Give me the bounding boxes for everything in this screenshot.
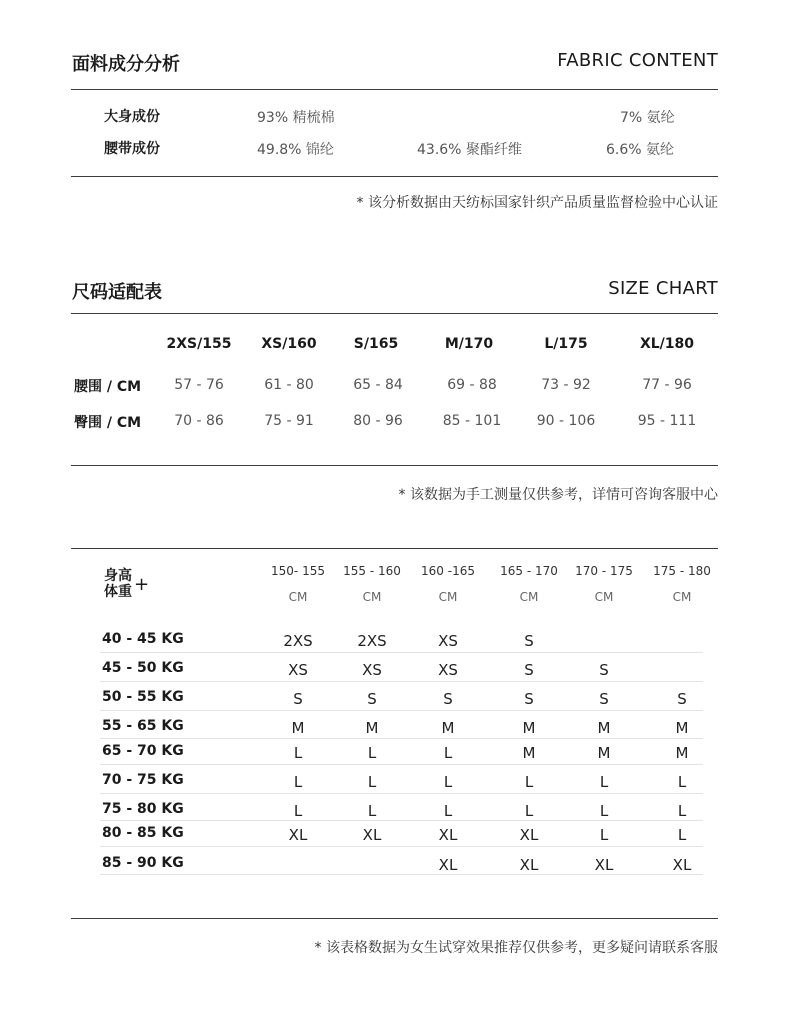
size-cell: XS bbox=[438, 632, 458, 650]
height-range: 155 - 160 bbox=[343, 564, 401, 578]
corner-weight-label: 体重 bbox=[104, 584, 132, 600]
measure-value: 75 - 91 bbox=[264, 413, 314, 429]
fabric-row-label: 腰带成份 bbox=[104, 141, 160, 157]
size-cell: 2XS bbox=[283, 632, 313, 650]
size-cell: XS bbox=[288, 661, 308, 679]
fabric-value: 43.6% 聚酯纤维 bbox=[417, 142, 522, 158]
size-header: XL/180 bbox=[639, 336, 695, 352]
weight-range: 55 - 65 KG bbox=[102, 718, 184, 734]
weight-range: 85 - 90 KG bbox=[102, 855, 184, 871]
size-header: XS/160 bbox=[261, 336, 317, 352]
size-cell: L bbox=[677, 826, 687, 844]
row-divider bbox=[100, 652, 703, 653]
row-divider bbox=[100, 874, 703, 875]
height-range: 170 - 175 bbox=[575, 564, 633, 578]
fabric-row-label: 大身成份 bbox=[104, 109, 160, 125]
size-cell: XL bbox=[362, 826, 382, 844]
size-cell: S bbox=[293, 690, 303, 708]
weight-range: 80 - 85 KG bbox=[102, 825, 184, 841]
size-header: 2XS/155 bbox=[166, 336, 232, 352]
size-cell: S bbox=[524, 661, 534, 679]
height-unit: CM bbox=[288, 590, 308, 604]
size-cell: L bbox=[524, 802, 534, 820]
fabric-title-en: FABRIC CONTENT bbox=[557, 50, 718, 71]
size-chart-note: * 该数据为手工测量仅供参考，详情可咨询客服中心 bbox=[398, 487, 718, 503]
recommend-bottom-rule bbox=[71, 918, 718, 919]
height-unit: CM bbox=[438, 590, 458, 604]
size-header: S/165 bbox=[353, 336, 399, 352]
size-cell: M bbox=[675, 744, 689, 762]
size-cell: XL bbox=[519, 826, 539, 844]
corner-height-label: 身高 bbox=[104, 568, 132, 584]
row-divider bbox=[100, 846, 703, 847]
size-cell: 2XS bbox=[357, 632, 387, 650]
size-cell: S bbox=[599, 661, 609, 679]
size-cell: XL bbox=[288, 826, 308, 844]
measure-value: 85 - 101 bbox=[442, 413, 502, 429]
size-cell: L bbox=[367, 744, 377, 762]
size-cell: XL bbox=[438, 856, 458, 874]
measure-value: 77 - 96 bbox=[642, 377, 692, 393]
size-cell: M bbox=[597, 719, 611, 737]
height-range: 165 - 170 bbox=[500, 564, 558, 578]
height-unit: CM bbox=[362, 590, 382, 604]
height-range: 150- 155 bbox=[271, 564, 325, 578]
size-cell: L bbox=[367, 773, 377, 791]
recommend-top-rule bbox=[71, 548, 718, 549]
size-cell: M bbox=[675, 719, 689, 737]
size-cell: XL bbox=[438, 826, 458, 844]
measure-value: 90 - 106 bbox=[536, 413, 596, 429]
size-cell: XL bbox=[519, 856, 539, 874]
size-cell: L bbox=[293, 773, 303, 791]
size-cell: L bbox=[677, 773, 687, 791]
weight-range: 40 - 45 KG bbox=[102, 631, 184, 647]
weight-range: 45 - 50 KG bbox=[102, 660, 184, 676]
size-cell: L bbox=[599, 826, 609, 844]
height-range: 175 - 180 bbox=[653, 564, 711, 578]
measure-value: 80 - 96 bbox=[353, 413, 403, 429]
row-divider bbox=[100, 710, 703, 711]
fabric-value: 7% 氨纶 bbox=[620, 110, 675, 126]
corner-plus-icon: + bbox=[134, 574, 150, 595]
fabric-value: 49.8% 锦纶 bbox=[257, 142, 334, 158]
size-cell: S bbox=[367, 690, 377, 708]
size-cell: XL bbox=[594, 856, 614, 874]
size-chart-top-rule bbox=[71, 313, 718, 314]
row-divider bbox=[100, 793, 703, 794]
size-chart-bottom-rule bbox=[71, 465, 718, 466]
size-cell: XS bbox=[362, 661, 382, 679]
size-cell: M bbox=[597, 744, 611, 762]
size-cell: L bbox=[443, 802, 453, 820]
size-cell: L bbox=[524, 773, 534, 791]
height-unit: CM bbox=[519, 590, 539, 604]
weight-range: 75 - 80 KG bbox=[102, 801, 184, 817]
measure-value: 69 - 88 bbox=[447, 377, 497, 393]
size-cell: L bbox=[293, 802, 303, 820]
fabric-value: 6.6% 氨纶 bbox=[606, 142, 675, 158]
height-range: 160 -165 bbox=[421, 564, 475, 578]
size-cell: M bbox=[522, 719, 536, 737]
size-cell: M bbox=[291, 719, 305, 737]
size-header: M/170 bbox=[444, 336, 494, 352]
row-divider bbox=[100, 738, 703, 739]
size-cell: L bbox=[677, 802, 687, 820]
size-cell: S bbox=[524, 632, 534, 650]
measure-value: 95 - 111 bbox=[637, 413, 697, 429]
fabric-bottom-rule bbox=[71, 176, 718, 177]
weight-range: 65 - 70 KG bbox=[102, 743, 184, 759]
size-cell: M bbox=[365, 719, 379, 737]
size-cell: L bbox=[443, 744, 453, 762]
fabric-value: 93% 精梳棉 bbox=[257, 110, 335, 126]
fabric-note: * 该分析数据由天纺标国家针织产品质量监督检验中心认证 bbox=[356, 195, 718, 211]
row-divider bbox=[100, 764, 703, 765]
measure-value: 65 - 84 bbox=[353, 377, 403, 393]
recommend-note: * 该表格数据为女生试穿效果推荐仅供参考，更多疑问请联系客服 bbox=[314, 940, 718, 956]
size-cell: XS bbox=[438, 661, 458, 679]
weight-range: 70 - 75 KG bbox=[102, 772, 184, 788]
measure-label: 臀围 / CM bbox=[74, 415, 142, 431]
size-cell: S bbox=[524, 690, 534, 708]
size-header: L/175 bbox=[544, 336, 588, 352]
size-cell: XL bbox=[672, 856, 692, 874]
size-cell: L bbox=[599, 802, 609, 820]
fabric-top-rule bbox=[71, 89, 718, 90]
measure-value: 70 - 86 bbox=[174, 413, 224, 429]
measure-value: 61 - 80 bbox=[264, 377, 314, 393]
size-cell: S bbox=[443, 690, 453, 708]
size-cell: S bbox=[677, 690, 687, 708]
measure-value: 57 - 76 bbox=[174, 377, 224, 393]
row-divider bbox=[100, 681, 703, 682]
size-cell: L bbox=[367, 802, 377, 820]
size-cell: L bbox=[293, 744, 303, 762]
size-chart-title-en: SIZE CHART bbox=[608, 278, 718, 299]
measure-label: 腰围 / CM bbox=[74, 379, 142, 395]
size-cell: L bbox=[599, 773, 609, 791]
size-cell: M bbox=[522, 744, 536, 762]
height-unit: CM bbox=[672, 590, 692, 604]
fabric-title-cn: 面料成分分析 bbox=[72, 54, 180, 75]
measure-value: 73 - 92 bbox=[541, 377, 591, 393]
weight-range: 50 - 55 KG bbox=[102, 689, 184, 705]
size-cell: M bbox=[441, 719, 455, 737]
size-cell: L bbox=[443, 773, 453, 791]
size-chart-title-cn: 尺码适配表 bbox=[72, 282, 162, 303]
row-divider bbox=[100, 820, 703, 821]
size-cell: S bbox=[599, 690, 609, 708]
height-unit: CM bbox=[594, 590, 614, 604]
